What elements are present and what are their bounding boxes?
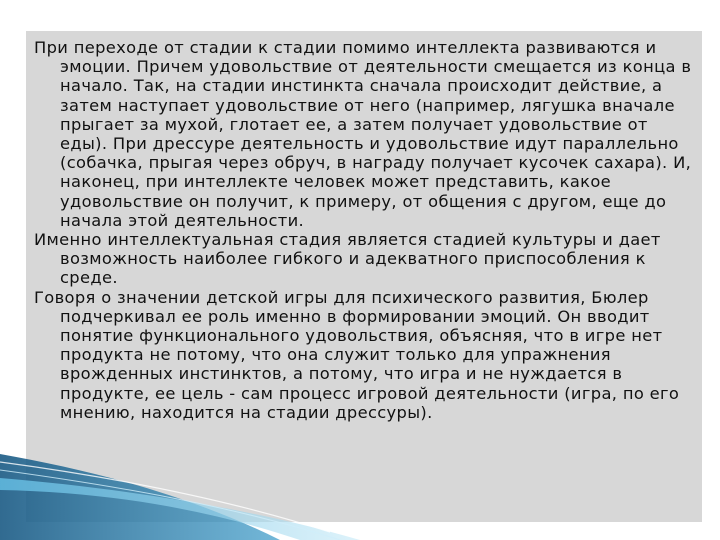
paragraph-1: При переходе от стадии к стадии помимо интеллекта развиваются и эмоции. Причем удовольствие от деятельности смещается из конца в начало. Так, на стадии инстинкта сначала происходит действие, а затем наступает удовольствие от него (например, лягушка вначале прыгает за мухой, глотает ее, а затем получает удовольствие от еды). При дрессуре деятельность и удовольствие идут параллельно (собачка, прыгая через обруч, в награду получает кусочек сахара). И, наконец, при интеллекте человек может представить, какое удовольствие он получит, к примеру, от общения с другом, еще до начала этой деятельности. bbox=[34, 38, 692, 230]
text-body bbox=[34, 38, 698, 422]
paragraph-2: Именно интеллектуальная стадия является стадией культуры и дает возможность наиболее гибкого и адекватного приспособления к среде. bbox=[34, 230, 661, 288]
paragraph-3: Говоря о значении детской игры для психического развития, Бюлер подчеркивал ее роль именно в формировании эмоций. Он вводит понятие функционального удовольствия, объясняя, что в игре нет продукта не потому, что она служит только для упражнения врожденных инстинктов, а потому, что игра и не нуждается в продукте, ее цель - сам процесс игровой деятельности (игра, по его мнению, находится на стадии дрессуры). bbox=[34, 287, 680, 422]
